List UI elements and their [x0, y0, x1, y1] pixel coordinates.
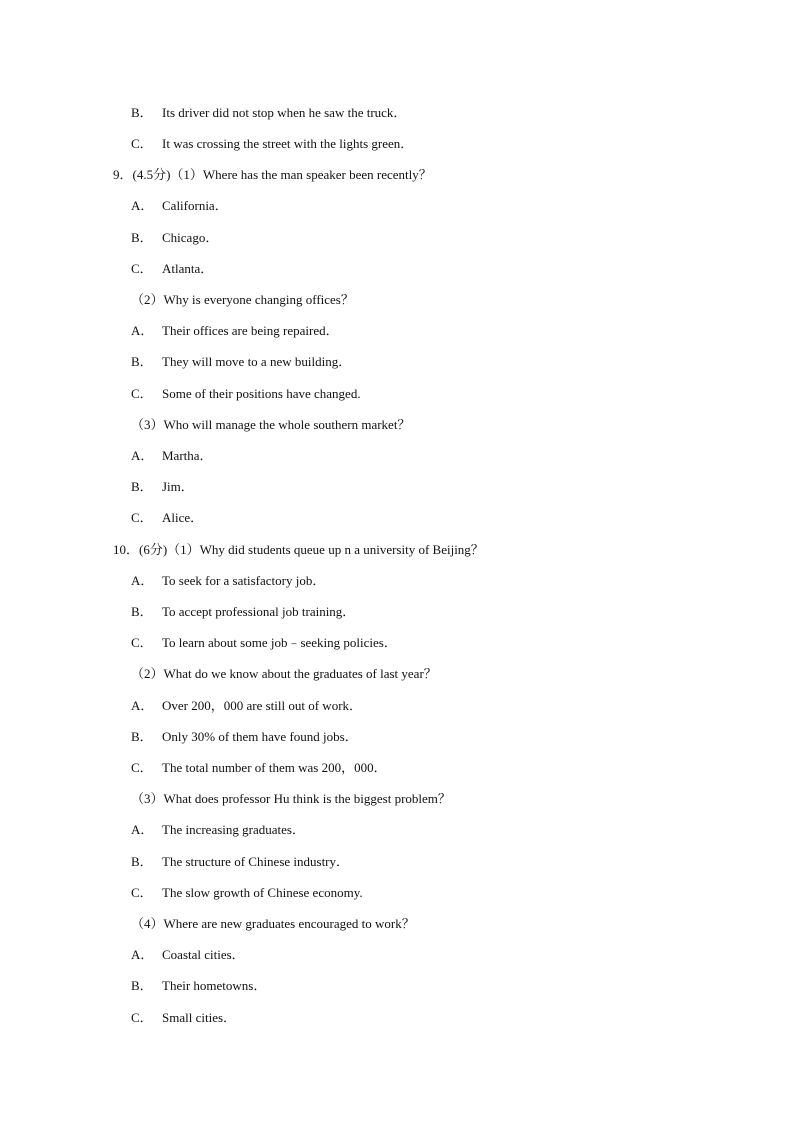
- option-line: [131, 978, 266, 994]
- option-letter: B．: [131, 479, 153, 494]
- option-line: [131, 136, 413, 152]
- option-letter: B．: [131, 105, 153, 120]
- question-10-stem: 10．(6分)（1）Why did students queue up n a university of Beijing？: [113, 542, 484, 557]
- sub-question: （3）What does professor Hu think is the biggest problem？: [131, 791, 451, 806]
- option-letter: A．: [131, 198, 154, 213]
- option-text: Small cities．: [162, 1010, 237, 1025]
- option-text: Jim．: [162, 479, 194, 494]
- option-text: Over 200，000 are still out of work．: [162, 698, 363, 713]
- option-text: Some of their positions have changed.: [162, 386, 361, 401]
- option-text: The structure of Chinese industry．: [162, 854, 350, 869]
- option-line: [131, 1010, 236, 1026]
- option-line: [131, 448, 213, 464]
- option-line: [131, 729, 358, 745]
- option-letter: A．: [131, 573, 154, 588]
- option-letter: A．: [131, 822, 154, 837]
- option-text: Its driver did not stop when he saw the truck．: [162, 105, 407, 120]
- option-text: Alice．: [162, 510, 204, 525]
- option-line: [131, 323, 339, 339]
- option-letter: C．: [131, 261, 153, 276]
- option-letter: B．: [131, 978, 153, 993]
- option-line: [131, 947, 245, 963]
- sub-question: （4）Where are new graduates encouraged to work？: [131, 916, 415, 931]
- option-letter: B．: [131, 604, 153, 619]
- option-text: Their hometowns．: [162, 978, 267, 993]
- option-text: They will move to a new building．: [162, 354, 352, 369]
- option-line: [131, 230, 218, 246]
- option-letter: A．: [131, 323, 154, 338]
- option-letter: C．: [131, 1010, 153, 1025]
- option-text: Martha．: [162, 448, 213, 463]
- option-text: California．: [162, 198, 228, 213]
- sub-question: （2）Why is everyone changing offices？: [131, 292, 354, 307]
- option-line: [131, 635, 397, 651]
- option-text: Only 30% of them have found jobs．: [162, 729, 358, 744]
- option-line: [131, 386, 361, 402]
- sub-question: （3）Who will manage the whole southern market？: [131, 417, 411, 432]
- option-text: To accept professional job training．: [162, 604, 356, 619]
- option-line: [131, 573, 325, 589]
- option-letter: C．: [131, 885, 153, 900]
- sub-question: （2）What do we know about the graduates of last year？: [131, 666, 437, 681]
- option-line: [131, 510, 203, 526]
- option-letter: B．: [131, 729, 153, 744]
- option-text: It was crossing the street with the lights green．: [162, 136, 414, 151]
- option-text: To seek for a satisfactory job．: [162, 573, 326, 588]
- option-line: [131, 261, 213, 277]
- option-line: [131, 479, 194, 495]
- option-text: To learn about some job﹣seeking policies．: [162, 635, 397, 650]
- option-line: [131, 885, 363, 901]
- option-letter: B．: [131, 230, 153, 245]
- option-text: The total number of them was 200，000．: [162, 760, 387, 775]
- option-line: [131, 198, 228, 214]
- option-line: [131, 354, 351, 370]
- option-text: The slow growth of Chinese economy.: [162, 885, 363, 900]
- option-letter: C．: [131, 635, 153, 650]
- option-text: Coastal cities．: [162, 947, 245, 962]
- option-letter: C．: [131, 760, 153, 775]
- option-text: The increasing graduates．: [162, 822, 305, 837]
- option-line: [131, 822, 305, 838]
- option-letter: B．: [131, 854, 153, 869]
- question-9-stem: 9．(4.5分)（1）Where has the man speaker been recently？: [113, 167, 432, 182]
- option-line: [131, 760, 387, 776]
- option-text: Their offices are being repaired．: [162, 323, 339, 338]
- option-letter: C．: [131, 510, 153, 525]
- option-letter: A．: [131, 448, 154, 463]
- option-text: Atlanta．: [162, 261, 214, 276]
- option-line: [131, 854, 349, 870]
- option-letter: C．: [131, 386, 153, 401]
- option-letter: A．: [131, 947, 154, 962]
- option-line: [131, 698, 362, 714]
- option-text: Chicago．: [162, 230, 219, 245]
- option-line: [131, 604, 355, 620]
- option-letter: C．: [131, 136, 153, 151]
- option-letter: A．: [131, 698, 154, 713]
- option-letter: B．: [131, 354, 153, 369]
- option-line: [131, 105, 406, 121]
